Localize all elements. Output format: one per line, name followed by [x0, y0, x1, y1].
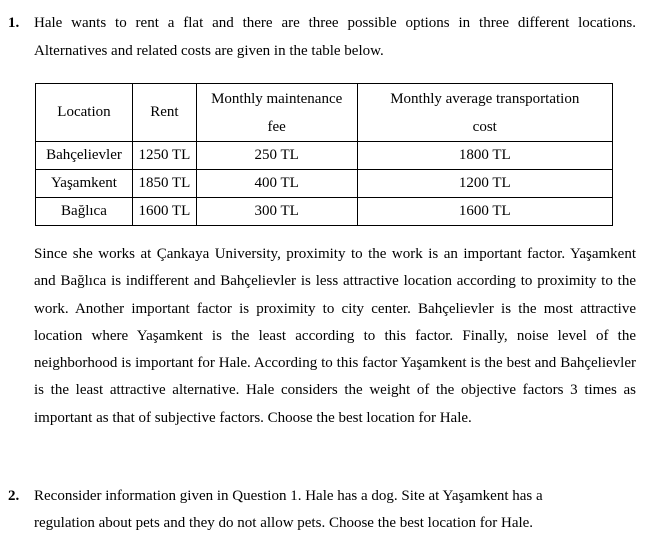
header-transport: Monthly average transportation cost	[357, 84, 612, 142]
header-maintenance: Monthly maintenance fee	[196, 84, 357, 142]
question-1-line-1: Hale wants to rent a flat and there are three possible options in three different locations.	[34, 15, 636, 31]
table-header-row	[36, 84, 613, 142]
question-2-number: 2.	[8, 488, 20, 504]
cell-transport: 1800 TL	[357, 142, 612, 170]
question-1-number: 1.	[8, 15, 20, 31]
table-row	[36, 142, 613, 170]
question-2-line-1: Reconsider information given in Question 1. Hale has a dog. Site at Yaşamkent has a	[34, 488, 543, 504]
question-1-paragraph: Since she works at Çankaya University, proximity to the work is an important factor. Yaşamkent and Bağlıca is indifferent and Bahçelievler is less attractive location according to proximity to the work. Another important factor is proximity to city center. Bahçelievler is the most attractive location where Yaşamkent is the least according to this factor. Finally, noise level of the neighborhood is important for Hale. According to this factor Yaşamkent is the best and Bahçelievler is the least attractive alternative. Hale considers the weight of the objective factors 3 times as important as that of subjective factors. Choose the best location for Hale.	[34, 246, 636, 426]
cell-location: Yaşamkent	[36, 170, 133, 198]
header-rent: Rent	[132, 84, 196, 142]
cell-transport: 1600 TL	[357, 198, 612, 226]
cost-table	[35, 83, 613, 226]
table-row	[36, 170, 613, 198]
cell-rent: 1250 TL	[132, 142, 196, 170]
question-1-line-2: Alternatives and related costs are given in the table below.	[34, 43, 384, 59]
cell-maintenance: 250 TL	[196, 142, 357, 170]
cell-maintenance: 300 TL	[196, 198, 357, 226]
table-row	[36, 198, 613, 226]
cell-maintenance: 400 TL	[196, 170, 357, 198]
header-location: Location	[36, 84, 133, 142]
question-2-line-2: regulation about pets and they do not allow pets. Choose the best location for Hale.	[34, 515, 534, 531]
cell-location: Bahçelievler	[36, 142, 133, 170]
cell-rent: 1600 TL	[132, 198, 196, 226]
cell-transport: 1200 TL	[357, 170, 612, 198]
cell-rent: 1850 TL	[132, 170, 196, 198]
cell-location: Bağlıca	[36, 198, 133, 226]
